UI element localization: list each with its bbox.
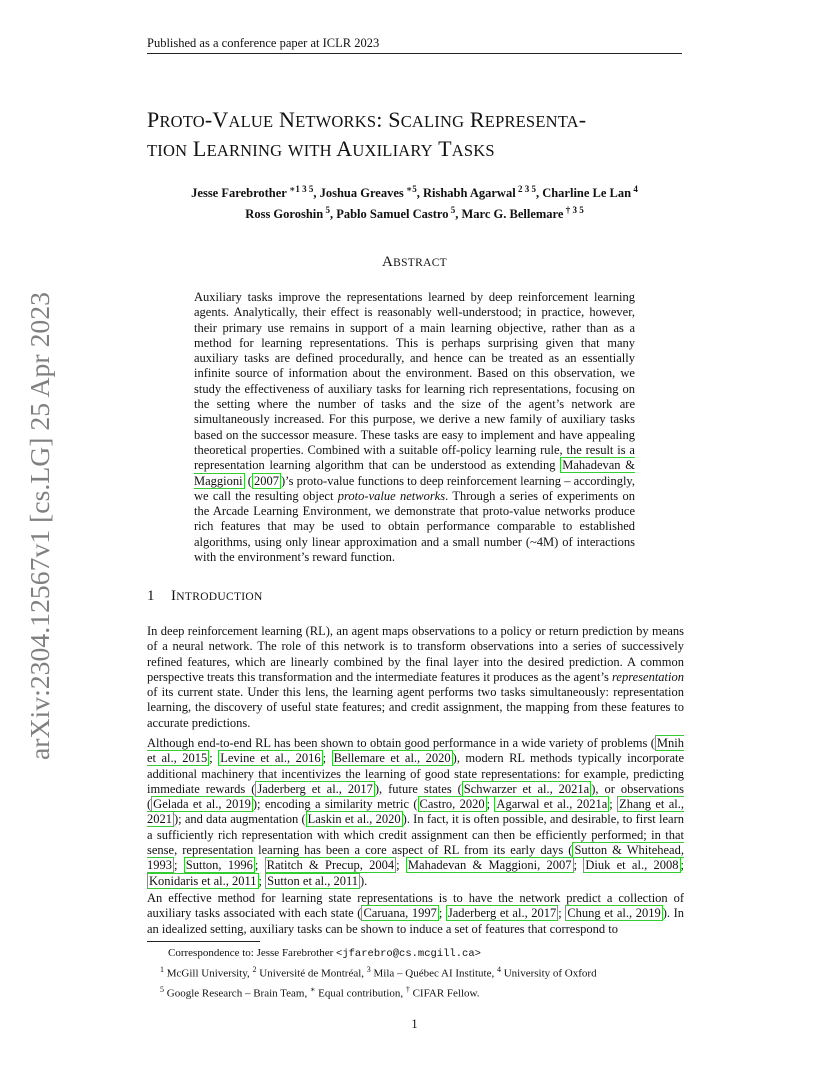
footnote-mark: 5 xyxy=(160,984,164,994)
author xyxy=(245,207,330,221)
title-small-caps: CALING xyxy=(400,112,465,131)
title-capital: : S xyxy=(376,107,401,132)
citation-link[interactable]: Chung et al., 2019 xyxy=(567,906,661,921)
footnote-correspondence xyxy=(160,946,700,962)
footnote-mark: 4 xyxy=(496,965,501,974)
title-small-caps: ALUE xyxy=(228,112,274,131)
footnote-rule xyxy=(147,941,260,942)
title-capital: P xyxy=(147,107,160,132)
citation-link[interactable]: Jaderberg et al., 2017 xyxy=(447,906,557,921)
citation-link[interactable]: Diuk et al., 2008 xyxy=(585,858,679,873)
citation-link[interactable]: Mahadevan & Maggioni xyxy=(194,458,636,488)
paragraph-text: Although end-to-end RL has been shown to obtain good performance in a wide variety of problems ( xyxy=(147,736,655,750)
author xyxy=(542,186,638,200)
author-email[interactable]: <jfarebro@cs.mcgill.ca> xyxy=(336,948,481,960)
footnote-mark: 2 xyxy=(252,965,257,974)
paragraph-text: ; xyxy=(438,906,446,921)
title-small-caps: EPRESENTA xyxy=(484,112,579,131)
paragraph-text: ; xyxy=(573,858,584,873)
citation-link[interactable]: Konidaris et al., 2011 xyxy=(149,873,257,888)
citation-link[interactable]: 2007 xyxy=(253,473,279,488)
citation-link[interactable]: Sutton et al., 2011 xyxy=(267,873,358,888)
author-affiliation-marks: 5 xyxy=(448,205,456,216)
paragraph-text: ; xyxy=(680,858,684,873)
paragraph-text: ; xyxy=(486,797,495,812)
intro-paragraph-1 xyxy=(147,624,684,731)
author-name: Marc G. Bellemare xyxy=(461,207,564,222)
paragraph-text: of its current state. Under this lens, the learning agent performs two tasks simultaneously: representation learning, the discovery of useful state features; and credit assignment, the mapping from these features to accurate predictions. xyxy=(147,685,684,730)
citation-link[interactable]: Laskin et al., 2020 xyxy=(307,812,401,827)
abstract-emphasis: proto-value networks xyxy=(337,488,446,503)
citation-link[interactable]: Jaderberg et al., 2017 xyxy=(257,781,373,796)
abstract-text-part-3: . Through a series of experiments on the Arcade Learning Environment, we demonstrate that proto-value networks produce rich features that may be used to obtain performance comparable to established algorithms, using only linear approximation and a small number (~4M) of interactions with the environment’s reward function. xyxy=(194,488,635,565)
citation-link[interactable]: Sutton & Whitehead, 1993 xyxy=(147,843,684,873)
abstract-body: Auxiliary tasks improve the representations learned by deep reinforcement learning agents. Analytically, their effect is reasonably well-understood; in practice, however, their primary use remains in support of a main learning objective, rather than as a method for learning representations. This is perhaps surprising given that many auxiliary tasks are defined procedurally, and hence can be treated as an essentially infinite source of information about the environment. Based on this observation, we study the effectiveness of auxiliary tasks for learning rich representations, focusing on the setting where the number of tasks and the size of the agent’s network are simultaneously increased. For this purpose, we derive a new family of auxiliary tasks based on the successor measure. These tasks are easy to implement and have appealing theoretical properties. Combined with a suitable off-policy learning rule, the result is a representation learning algorithm that can be understood as extending Mahadevan & Maggioni ( 2007 )’s proto-value functions to deep reinforcement learning – accordingly, we call the resulting object proto-value networks. Through a series of experiments on the Arcade Learning Environment, we demonstrate that proto-value networks produce rich features that may be used to obtain performance comparable to established algorithms, using only linear approximation and a small number (~4M) of interactions with the environment’s reward function. xyxy=(194,290,636,565)
author-list: Jesse Farebrother $^{∗1 3 5}$, Joshua Greaves $^{∗5}$, Rishabh Agarwal $^{2 3 5}$, Charline Le Lan $^4$ Ross Goroshin $^5$, Pablo Samuel Castro $^5$, Marc G. Bellemare $^{\dagger 3 5}$ xyxy=(191,184,638,222)
title-capital: T xyxy=(432,136,452,161)
citation-link[interactable]: Agarwal et al., 2021a xyxy=(496,797,608,812)
section-title-initial: I xyxy=(171,588,177,604)
paragraph-text: ); and data augmentation ( xyxy=(174,812,306,827)
title-capital: -V xyxy=(204,107,229,132)
author-affiliation-marks: 2 3 5 xyxy=(515,184,536,194)
footnote-text: Correspondence to: Jesse Farebrother xyxy=(168,947,337,959)
section-number: 1 xyxy=(147,588,155,604)
footnote-text: Université de Montréal, xyxy=(256,967,367,980)
author-name: Charline Le Lan xyxy=(542,186,632,201)
author xyxy=(336,207,455,221)
paragraph-text: ). xyxy=(359,873,368,888)
citation-link[interactable]: Levine et al., 2016 xyxy=(220,751,321,766)
author-affiliation-marks: 4 xyxy=(631,184,638,194)
title-capital: - xyxy=(578,107,587,132)
paragraph-text: ; xyxy=(396,858,406,873)
section-title-rest: NTRODUCTION xyxy=(176,591,263,603)
footnote-mark: † xyxy=(405,984,410,994)
author-affiliation-marks: † 3 5 xyxy=(563,205,584,216)
paragraph-text: ; xyxy=(558,906,566,921)
paragraph-text: ), future states ( xyxy=(374,781,462,796)
footnote-text: Google Research – Brain Team, xyxy=(164,987,310,1000)
citation-link[interactable]: Schwarzer et al., 2021a xyxy=(463,781,590,796)
author xyxy=(423,186,536,200)
title-small-caps: ASKS xyxy=(451,141,495,160)
citation-link[interactable]: Mahadevan & Maggioni, 2007 xyxy=(407,858,572,873)
footnotes xyxy=(160,946,700,1001)
footnote-affiliations xyxy=(160,962,700,982)
author xyxy=(320,186,417,200)
footnote-mark: ∗ xyxy=(309,984,316,994)
paragraph-text: ). In an idealized setting, auxiliary tasks can be shown to induce a set of features that correspond to xyxy=(147,906,684,936)
title-capital: N xyxy=(273,107,296,132)
footnote-text: University of Oxford xyxy=(500,967,597,980)
title-line-1 xyxy=(147,106,707,135)
paragraph-text: ), modern RL methods typically incorporate additional machinery that incentivizes the learning of good state representations: for example, predicting immediate rewards ( xyxy=(147,751,685,796)
author-name: Joshua Greaves xyxy=(319,186,404,201)
abstract-heading xyxy=(147,254,682,271)
citation-link[interactable]: Ratitch & Precup, 2004 xyxy=(266,858,395,873)
author-name: Ross Goroshin xyxy=(245,207,324,222)
citation-link[interactable]: Mnih et al., 2015 xyxy=(147,736,684,766)
paragraph-text: In deep reinforcement learning (RL), an agent maps observations to a policy or return prediction by means of a neural network. The role of this network is to transform observations into a series of successively refined features, which are linearly combined by the final layer into the desired prediction. A common perspective treats this transformation and the intermediate features it produces as the agent’s xyxy=(147,624,684,684)
paragraph-text: ). In fact, it is often possible, and desirable, to first learn a sufficiently rich representation with which credit assignment can then be efficiently performed; in that sense, representation learning has been a core aspect of RL from its early days ( xyxy=(147,812,684,858)
intro-paragraph-2 xyxy=(147,736,684,889)
arxiv-stamp xyxy=(19,290,59,760)
paragraph-text: ; xyxy=(254,858,265,873)
arxiv-stamp-text: arXiv:2304.12567v1 [cs.LG] 25 Apr 2023 xyxy=(24,295,55,760)
paragraph-text: ; xyxy=(609,797,618,812)
author xyxy=(191,186,313,200)
abstract-heading-initial: A xyxy=(381,254,394,270)
paragraph-text: An effective method for learning state representations is to have the network predict a collection of auxiliary tasks associated with each state ( xyxy=(147,891,684,921)
footnote-text: CIFAR Fellow. xyxy=(409,987,480,1000)
paragraph-text: ; xyxy=(322,751,332,766)
page-number: 1 xyxy=(411,1017,418,1031)
paragraph-text: ; xyxy=(209,751,219,766)
footnote-text: McGill University, xyxy=(164,967,253,980)
title-line-2 xyxy=(147,135,707,164)
paragraph-text: ); encoding a similarity metric ( xyxy=(252,797,418,812)
citation-link[interactable]: Gelada et al., 2019 xyxy=(153,797,251,812)
author-affiliation-marks: ∗1 3 5 xyxy=(286,184,314,194)
citation-link[interactable]: Sutton, 1996 xyxy=(185,858,253,873)
author-affiliation-marks: ∗5 xyxy=(403,184,417,194)
citation-link[interactable]: Bellemare et al., 2020 xyxy=(333,751,451,766)
paragraph-text: ; xyxy=(174,858,184,873)
author-name: Jesse Farebrother xyxy=(191,186,287,201)
abstract-text-part-2: ’s proto-value functions to deep reinforcement learning – accordingly, we call the resulting object xyxy=(194,473,635,503)
title-capital: A xyxy=(331,136,353,161)
title-small-caps: EARNING xyxy=(206,141,283,160)
footnote-mark: 1 xyxy=(160,965,164,974)
title-small-caps: ETWORKS xyxy=(295,112,377,131)
paper-title xyxy=(147,106,707,164)
citation-link[interactable]: Castro, 2020 xyxy=(419,797,485,812)
title-small-caps: TION xyxy=(147,141,188,160)
header-rule xyxy=(147,53,682,54)
author-name: Rishabh Agarwal xyxy=(422,186,516,201)
title-capital: L xyxy=(187,136,207,161)
intro-paragraph-3 xyxy=(147,891,684,937)
abstract-text-part-1: Auxiliary tasks improve the representations learned by deep reinforcement learning agents. Analytically, their effect is reasonably well-understood; in practice, however, their primary use remains in support of a main learning objective, rather than as a method for learning representations. This is perhaps surprising given that many auxiliary tasks are defined procedurally, and hence can be treated as an essentially infinite source of information about the environment. Based on this observation, we study the effectiveness of auxiliary tasks for learning rich representations, focusing on the setting where the number of tasks and the size of the agent’s network are simultaneously increased. For this purpose, we derive a new family of auxiliary tasks based on the successor measure. These tasks are easy to implement and have appealing theoretical properties. Combined with a suitable off-policy learning rule, the result is a representation learning algorithm that can be understood as extending xyxy=(194,290,635,473)
footnote-text: Mila – Québec AI Institute, xyxy=(370,967,497,980)
author xyxy=(462,207,584,221)
running-head: Published as a conference paper at ICLR 2023 xyxy=(147,36,380,50)
footnote-text: Equal contribution, xyxy=(315,987,406,1000)
author-name: Pablo Samuel Castro xyxy=(336,207,449,222)
footnote-affiliations-2 xyxy=(160,982,700,1002)
title-capital: R xyxy=(464,107,485,132)
section-heading-introduction xyxy=(147,588,682,605)
paragraph-emphasis: representation xyxy=(612,669,684,684)
citation-link[interactable]: Caruana, 1997 xyxy=(363,906,437,921)
title-small-caps: UXILIARY xyxy=(352,141,433,160)
footnote-mark: 3 xyxy=(366,965,371,974)
abstract-heading-rest: BSTRACT xyxy=(393,257,447,269)
title-small-caps: WITH xyxy=(287,141,332,160)
paragraph-text: ), or observations ( xyxy=(147,781,685,812)
citation-link[interactable]: Zhang et al., 2021 xyxy=(147,797,684,827)
author-affiliation-marks: 5 xyxy=(323,205,330,216)
title-small-caps: ROTO xyxy=(159,112,205,131)
paragraph-text: ; xyxy=(258,873,266,888)
